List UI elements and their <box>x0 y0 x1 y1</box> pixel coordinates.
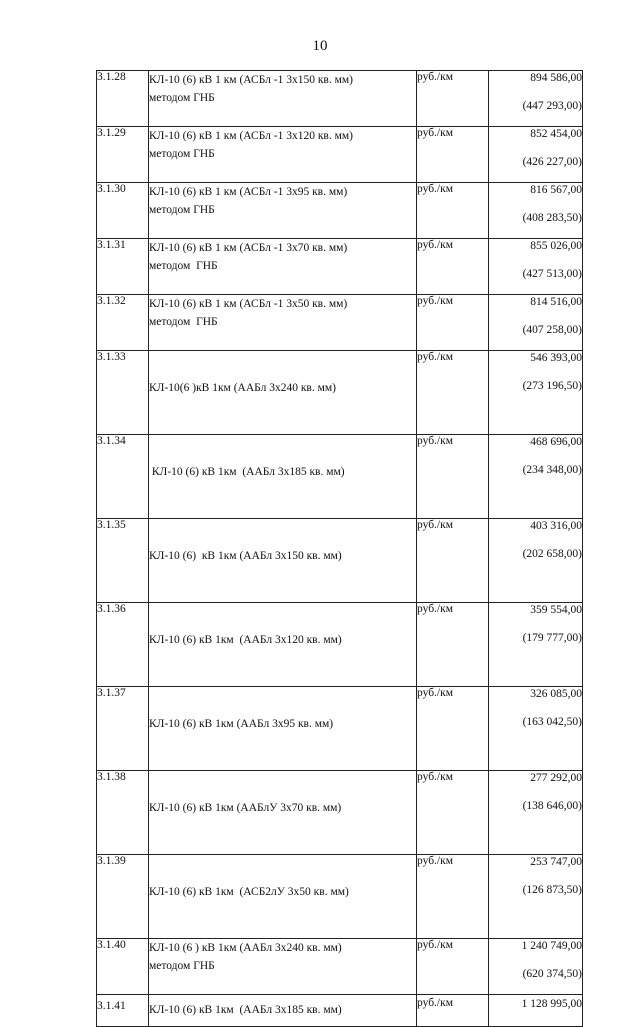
unit-cell <box>417 183 489 239</box>
description-cell <box>149 239 417 295</box>
price: 816 567,00 <box>530 184 582 196</box>
item-code-cell <box>97 71 149 127</box>
unit: руб./км <box>417 603 453 615</box>
item-code: 3.1.33 <box>97 351 126 363</box>
item-code-cell <box>97 435 149 519</box>
unit: руб./км <box>417 939 453 951</box>
tariff-table-body <box>97 71 583 1027</box>
unit-cell <box>417 239 489 295</box>
unit-cell <box>417 435 489 519</box>
price-cell <box>489 435 583 519</box>
description-line-2: методом ГНБ <box>149 148 215 160</box>
description-line-2: методом ГНБ <box>149 316 218 328</box>
description-cell <box>149 183 417 239</box>
price-cell <box>489 183 583 239</box>
price-cell <box>489 687 583 771</box>
unit: руб./км <box>417 855 453 867</box>
price: 253 747,00 <box>530 856 582 868</box>
description-line-2: методом ГНБ <box>149 92 215 104</box>
table-row <box>97 519 583 603</box>
price-without-vat: (273 196,50) <box>522 380 582 392</box>
item-code: 3.1.32 <box>97 295 126 307</box>
price-without-vat: (202 658,00) <box>522 548 582 560</box>
price-cell <box>489 239 583 295</box>
table-row <box>97 295 583 351</box>
description-line-1: КЛ-10 (6) кВ 1км (ААБл 3х185 кв. мм) <box>149 466 345 478</box>
item-code: 3.1.39 <box>97 855 126 867</box>
item-code-cell <box>97 995 149 1027</box>
tariff-table <box>96 70 583 1027</box>
price-without-vat: (408 283,50) <box>522 212 582 224</box>
price-without-vat: (163 042,50) <box>522 716 582 728</box>
price-cell <box>489 855 583 939</box>
item-code-cell <box>97 183 149 239</box>
description-cell <box>149 855 417 939</box>
price-cell <box>489 295 583 351</box>
item-code-cell <box>97 771 149 855</box>
item-code: 3.1.34 <box>97 435 126 447</box>
description-line-2: методом ГНБ <box>149 960 215 972</box>
description-cell <box>149 435 417 519</box>
unit-cell <box>417 995 489 1027</box>
description-cell <box>149 995 417 1027</box>
price: 1 128 995,00 <box>521 998 582 1010</box>
description-line-1: КЛ-10 (6) кВ 1 км (АСБл -1 3х70 кв. мм) <box>149 242 348 254</box>
price: 277 292,00 <box>530 772 582 784</box>
description-cell <box>149 519 417 603</box>
item-code-cell <box>97 295 149 351</box>
unit: руб./км <box>417 351 453 363</box>
description-line-1: КЛ-10 (6) кВ 1 км (АСБл -1 3х120 кв. мм) <box>149 130 353 142</box>
price: 468 696,00 <box>530 436 582 448</box>
page-number: 10 <box>312 38 328 54</box>
description-cell <box>149 127 417 183</box>
unit-cell <box>417 771 489 855</box>
unit-cell <box>417 519 489 603</box>
unit: руб./км <box>417 239 453 251</box>
unit: руб./км <box>417 295 453 307</box>
description-line-1: КЛ-10 (6) кВ 1 км (АСБл -1 3х95 кв. мм) <box>149 186 348 198</box>
description-line-1: КЛ-10 (6) кВ 1км (ААБл 3х150 кв. мм) <box>149 550 342 562</box>
unit: руб./км <box>417 435 453 447</box>
unit: руб./км <box>417 127 453 139</box>
item-code-cell <box>97 939 149 995</box>
price: 852 454,00 <box>530 128 582 140</box>
item-code: 3.1.28 <box>97 71 126 83</box>
description-line-1: КЛ-10(6 )кВ 1км (ААБл 3х240 кв. мм) <box>149 382 336 394</box>
item-code-cell <box>97 687 149 771</box>
description-cell <box>149 687 417 771</box>
item-code-cell <box>97 855 149 939</box>
price-without-vat: (407 258,00) <box>522 324 582 336</box>
item-code-cell <box>97 239 149 295</box>
unit: руб./км <box>417 71 453 83</box>
item-code: 3.1.38 <box>97 771 126 783</box>
unit: руб./км <box>417 997 453 1009</box>
description-line-1: КЛ-10 (6) кВ 1км (ААБлУ 3х70 кв. мм) <box>149 802 342 814</box>
unit: руб./км <box>417 771 453 783</box>
description-line-1: КЛ-10 (6) кВ 1км (ААБл 3х120 кв. мм) <box>149 634 342 646</box>
price: 359 554,00 <box>530 604 582 616</box>
item-code-cell <box>97 127 149 183</box>
price: 814 516,00 <box>530 296 582 308</box>
price-cell <box>489 771 583 855</box>
price-cell <box>489 939 583 995</box>
item-code: 3.1.35 <box>97 519 126 531</box>
description-line-1: КЛ-10 (6) кВ 1 км (АСБл -1 3х150 кв. мм) <box>149 74 353 86</box>
unit-cell <box>417 687 489 771</box>
price-cell <box>489 127 583 183</box>
item-code-cell <box>97 603 149 687</box>
table-row <box>97 127 583 183</box>
item-code: 3.1.37 <box>97 687 126 699</box>
table-row <box>97 603 583 687</box>
table-row <box>97 995 583 1027</box>
table-row <box>97 183 583 239</box>
table-row <box>97 939 583 995</box>
unit-cell <box>417 939 489 995</box>
description-line-1: КЛ-10 (6) кВ 1 км (АСБл -1 3х50 кв. мм) <box>149 298 348 310</box>
table-row <box>97 687 583 771</box>
item-code: 3.1.40 <box>97 939 126 951</box>
table-row <box>97 771 583 855</box>
description-cell <box>149 71 417 127</box>
item-code-cell <box>97 519 149 603</box>
price-cell <box>489 519 583 603</box>
table-row <box>97 351 583 435</box>
table-row <box>97 71 583 127</box>
description-cell <box>149 771 417 855</box>
unit: руб./км <box>417 519 453 531</box>
price-without-vat: (179 777,00) <box>522 632 582 644</box>
table-row <box>97 435 583 519</box>
price-without-vat: (234 348,00) <box>522 464 582 476</box>
price-cell <box>489 351 583 435</box>
price-without-vat: (138 646,00) <box>522 800 582 812</box>
table-row <box>97 239 583 295</box>
unit-cell <box>417 855 489 939</box>
item-code: 3.1.41 <box>97 1000 126 1012</box>
description-cell <box>149 603 417 687</box>
description-line-1: КЛ-10 (6) кВ 1км (АСБ2лУ 3х50 кв. мм) <box>149 886 349 898</box>
description-line-2: методом ГНБ <box>149 260 218 272</box>
description-cell <box>149 351 417 435</box>
item-code: 3.1.29 <box>97 127 126 139</box>
price: 326 085,00 <box>530 688 582 700</box>
unit-cell <box>417 603 489 687</box>
unit-cell <box>417 351 489 435</box>
price-without-vat: (447 293,00) <box>522 100 582 112</box>
table-row <box>97 855 583 939</box>
description-cell <box>149 295 417 351</box>
description-line-1: КЛ-10 (6) кВ 1км (ААБл 3х185 кв. мм) <box>149 1004 342 1016</box>
item-code: 3.1.31 <box>97 239 126 251</box>
item-code: 3.1.36 <box>97 603 126 615</box>
unit: руб./км <box>417 687 453 699</box>
description-line-1: КЛ-10 (6) кВ 1км (ААБл 3х95 кв. мм) <box>149 718 334 730</box>
price-cell <box>489 995 583 1027</box>
price: 403 316,00 <box>530 520 582 532</box>
description-line-1: КЛ-10 (6 ) кВ 1км (ААБл 3х240 кв. мм) <box>149 942 342 954</box>
item-code: 3.1.30 <box>97 183 126 195</box>
price-cell <box>489 603 583 687</box>
price-without-vat: (126 873,50) <box>522 884 582 896</box>
price: 894 586,00 <box>530 72 582 84</box>
price-without-vat: (426 227,00) <box>522 156 582 168</box>
price-cell <box>489 71 583 127</box>
unit-cell <box>417 71 489 127</box>
unit: руб./км <box>417 183 453 195</box>
price: 546 393,00 <box>530 352 582 364</box>
item-code-cell <box>97 351 149 435</box>
price: 1 240 749,00 <box>521 940 582 952</box>
price-without-vat: (427 513,00) <box>522 268 582 280</box>
unit-cell <box>417 127 489 183</box>
description-line-2: методом ГНБ <box>149 204 215 216</box>
price: 855 026,00 <box>530 240 582 252</box>
unit-cell <box>417 295 489 351</box>
description-cell <box>149 939 417 995</box>
price-without-vat: (620 374,50) <box>522 968 582 980</box>
